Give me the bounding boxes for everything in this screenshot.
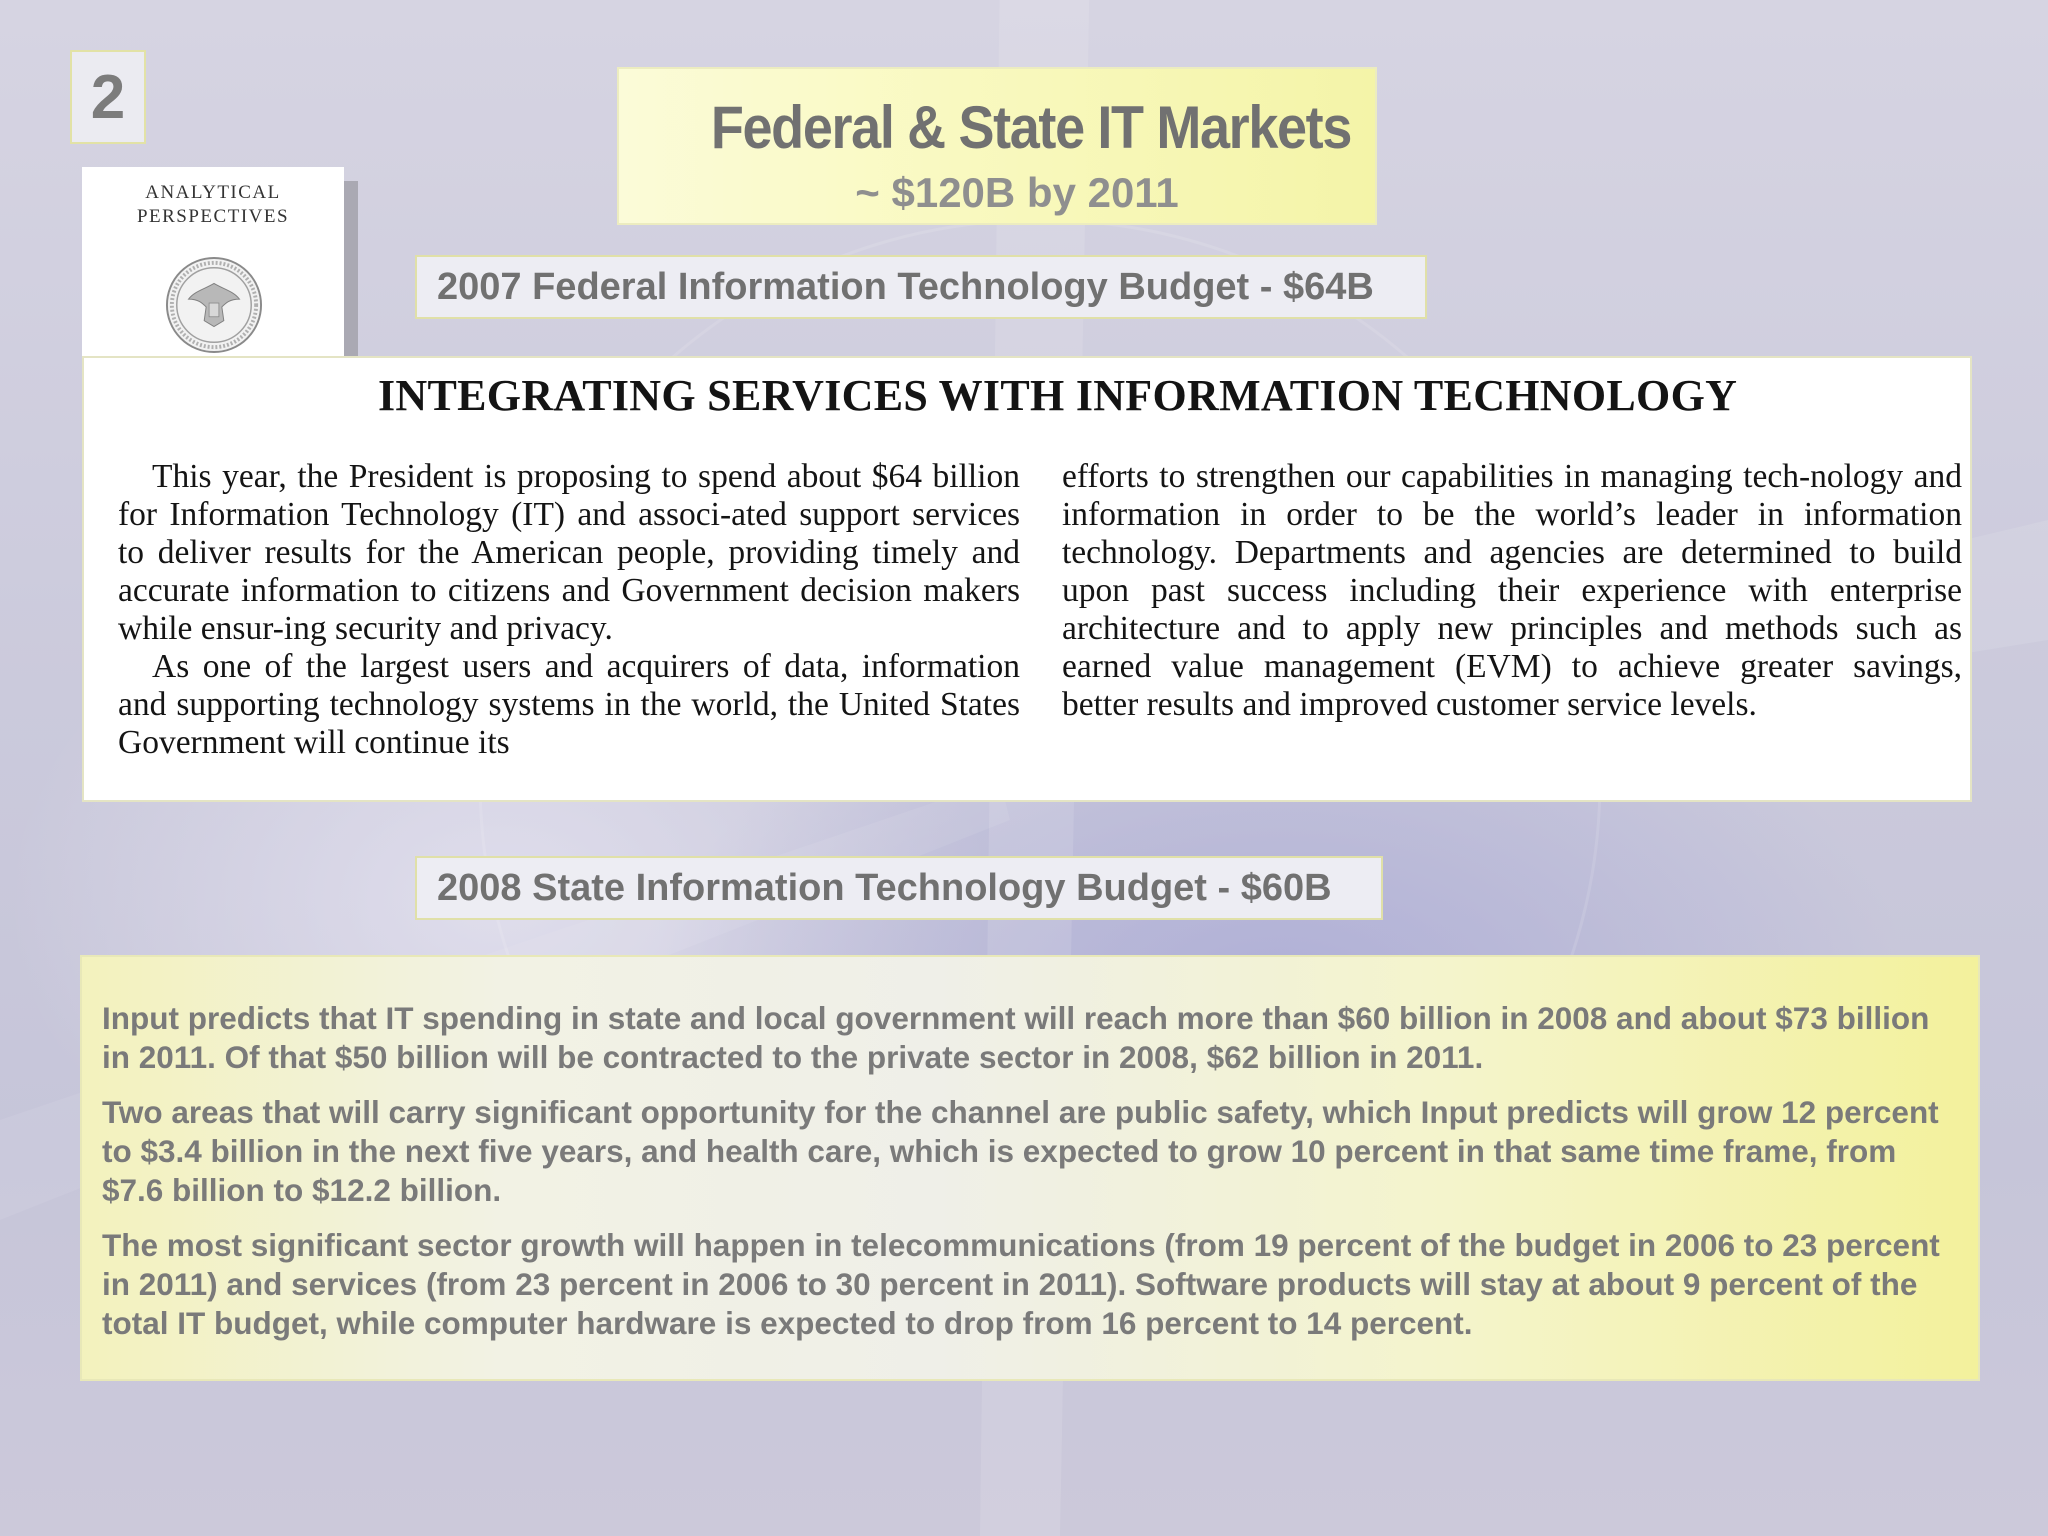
excerpt-heading: INTEGRATING SERVICES WITH INFORMATION TECHNOLOGY: [378, 371, 1738, 420]
excerpt-paragraph: efforts to strengthen our capabilities in managing tech-nology and information in order to be the world’s leader in information technology. Departments and agencies are determined to build upon past success including their experience with enterprise architecture and to apply new principles and methods such as earned value management (EVM) to achieve greater savings, better results and improved customer service levels.: [1062, 458, 1962, 723]
excerpt-paragraph: This year, the President is proposing to spend about $64 billion for Information Technology (IT) and associ-ated support services to deliver results for the American people, providing timely and accurate information to citizens and Government decision makers while ensur-ing security and privacy.: [118, 458, 1020, 647]
federal-budget-label: 2007 Federal Information Technology Budget - $64B: [415, 255, 1427, 319]
page-subtitle: ~ $120B by 2011: [855, 169, 1179, 216]
excerpt-left-column: [118, 458, 1020, 762]
cover-title-line2: PERSPECTIVES: [136, 206, 290, 227]
state-budget-label: 2008 State Information Technology Budget - $60B: [415, 856, 1383, 920]
state-budget-text-box: [80, 955, 1980, 1381]
page-title: Federal & State IT Markets: [710, 94, 1351, 161]
slide-number: 2: [70, 50, 146, 144]
title-box: [617, 67, 1377, 225]
state-paragraph: Input predicts that IT spending in state and local government will reach more than $60 billion in 2008 and about $73 billion in 2011. Of that $50 billion will be contracted to the private sector in 2008, $62 billion in 2011.: [102, 1000, 1930, 1075]
presidential-seal-icon: [165, 256, 263, 354]
excerpt-paragraph: As one of the largest users and acquirers of data, information and supporting technology systems in the world, the United States Government will continue its: [118, 648, 1020, 761]
budget-excerpt: [82, 356, 1972, 802]
cover-title-line1: ANALYTICAL: [145, 182, 281, 203]
state-paragraph: Two areas that will carry significant opportunity for the channel are public safety, which Input predicts will grow 12 percent to $3.4 billion in the next five years, and health care, which is expected to grow 10 percent in that same time frame, from $7.6 billion to $12.2 billion.: [102, 1094, 1939, 1208]
excerpt-right-column: [1062, 458, 1962, 724]
cover-title: [82, 181, 344, 229]
state-paragraph: The most significant sector growth will happen in telecommunications (from 19 percent of the budget in 2006 to 23 percent in 2011) and services (from 23 percent in 2006 to 30 percent in 2011). Software products will stay at about 9 percent of the total IT budget, while computer hardware is expected to drop from 16 percent to 14 percent.: [102, 1227, 1940, 1341]
